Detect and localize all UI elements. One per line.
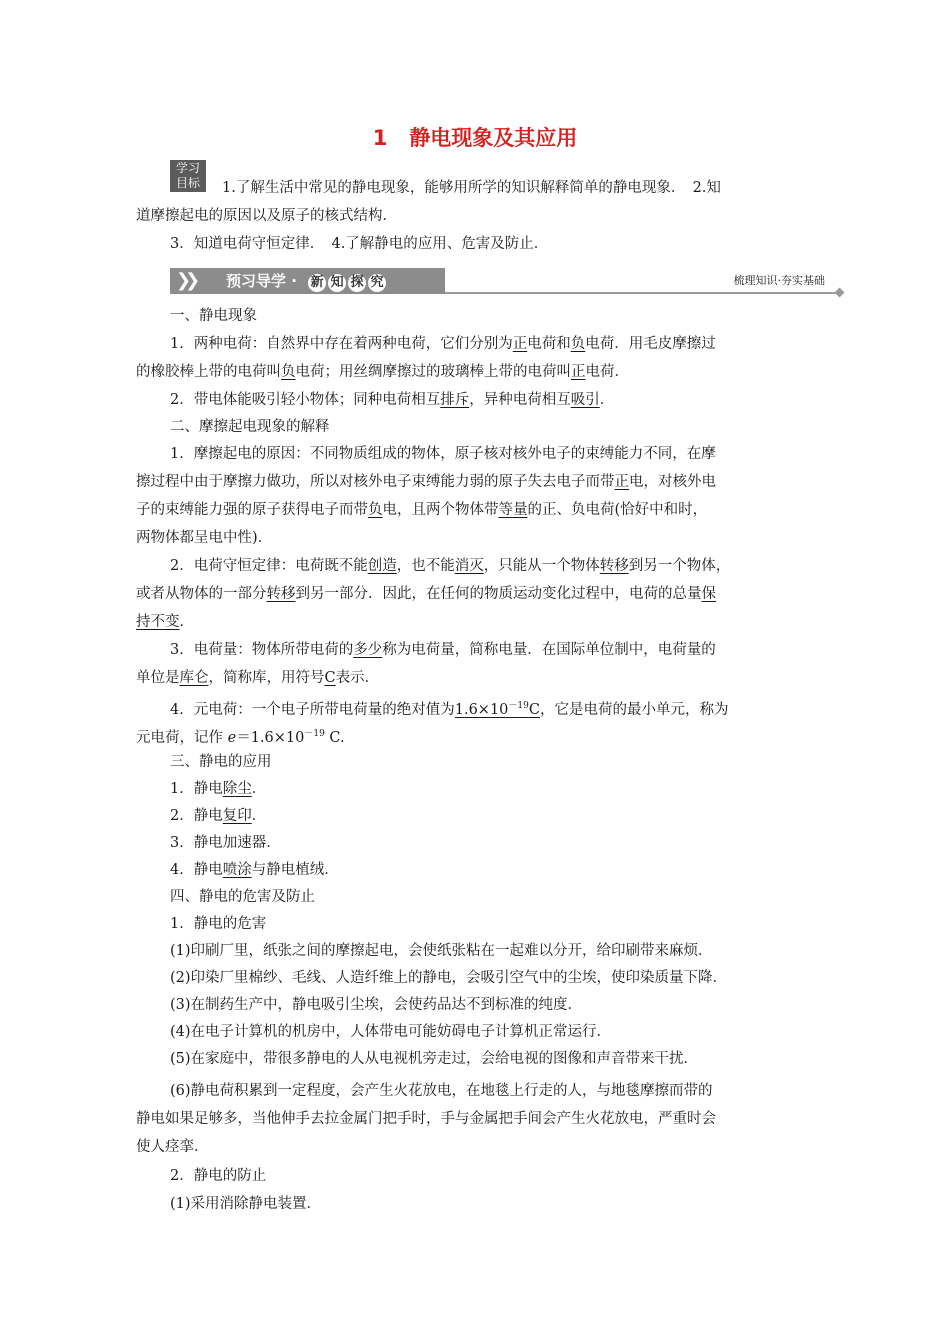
- s1-heading: 一、静电现象: [170, 308, 257, 324]
- banner-diamond-icon: [835, 288, 845, 298]
- banner-char: 知: [328, 274, 346, 292]
- banner-right-caption: 梳理知识·夯实基础: [733, 274, 825, 287]
- double-chevron-icon: ❯❯: [176, 270, 195, 291]
- s4-harm5: (5)在家庭中，带很多静电的人从电视机旁走过，会给电视的图像和声音带来干扰．: [170, 1051, 699, 1067]
- s4-harm1: (1)印刷厂里，纸张之间的摩擦起电，会使纸张粘在一起难以分开，给印刷带来麻烦．: [170, 943, 713, 959]
- s3-item3: 3．静电加速器．: [170, 835, 281, 851]
- s3-heading: 三、静电的应用: [170, 754, 272, 770]
- s2-p2-line2: 或者从物体的一部分转移到另一部分．因此，在任何的物质运动变化过程中，电荷的总量保: [136, 586, 716, 602]
- banner-sub-chars: [308, 268, 388, 294]
- s2-p1-line3: 子的束缚能力强的原子获得电子而带负电，且两个物体带等量的正、负电荷(恰好中和时，: [136, 502, 708, 518]
- learning-goals-badge: [170, 160, 206, 192]
- s2-p3-line1: 3．电荷量：物体所带电荷的多少称为电荷量，简称电量．在国际单位制中，电荷量的: [170, 642, 716, 658]
- banner-char: 究: [368, 274, 386, 292]
- badge-bottom-text: 目标: [175, 176, 200, 190]
- s1-p1-line2: 的橡胶棒上带的电荷叫负电荷；用丝绸摩擦过的玻璃棒上带的电荷叫正电荷．: [136, 364, 629, 380]
- badge-top-text: 学习: [175, 161, 200, 175]
- s4-harm6-line3: 使人痉挛．: [136, 1139, 209, 1155]
- s1-p1-line1: 1．两种电荷：自然界中存在着两种电荷，它们分别为正电荷和负电荷．用毛皮摩擦过: [170, 336, 716, 352]
- banner-main-text: 预习导学: [226, 272, 287, 290]
- banner-char: 探: [348, 274, 366, 292]
- s4-harm4: (4)在电子计算机的机房中，人体带电可能妨碍电子计算机正常运行．: [170, 1024, 612, 1040]
- s3-item1: 1．静电除尘．: [170, 781, 267, 797]
- banner-rule: [445, 292, 840, 294]
- s2-p1-line4: 两物体都呈电中性)．: [136, 530, 273, 546]
- s2-heading: 二、摩擦起电现象的解释: [170, 419, 330, 435]
- s4-sub2: 2．静电的防止: [170, 1168, 267, 1184]
- banner-char: 新: [308, 274, 326, 292]
- banner-title: [226, 268, 388, 294]
- s3-item4: 4．静电喷涂与静电植绒．: [170, 862, 339, 878]
- s2-p3-line2: 单位是库仑，简称库，用符号C表示．: [136, 670, 380, 686]
- section-banner: [170, 268, 845, 296]
- s2-p1-line2: 擦过程中由于摩擦力做功，所以对核外电子束缚能力弱的原子失去电子而带正电，对核外电: [136, 474, 716, 490]
- banner-dot-text: ·: [291, 272, 297, 290]
- section-number: 1: [372, 126, 388, 150]
- s4-harm6-line1: (6)静电荷积累到一定程度，会产生火花放电，在地毯上行走的人，与地毯摩擦而带的: [170, 1083, 713, 1099]
- s2-p4-line1: 4．元电荷：一个电子所带电荷量的绝对值为$1.6\times 10^{-19}C$，它是电荷的最小单元，称为: [170, 701, 729, 718]
- s2-p2-line3: 持不变．: [136, 614, 194, 630]
- goals-line-2: 道摩擦起电的原因以及原子的核式结构．: [136, 208, 397, 224]
- s4-harm3: (3)在制药生产中，静电吸引尘埃，会使药品达不到标准的纯度．: [170, 997, 583, 1013]
- s1-p2: 2．带电体能吸引轻小物体；同种电荷相互排斥，异种电荷相互吸引．: [170, 392, 615, 408]
- s4-sub1: 1．静电的危害: [170, 916, 267, 932]
- s2-p1-line1: 1．摩擦起电的原因：不同物质组成的物体，原子核对核外电子的束缚能力不同，在摩: [170, 446, 716, 462]
- s4-heading: 四、静电的危害及防止: [170, 889, 315, 905]
- goals-line-3: 3．知道电荷守恒定律． 4.了解静电的应用、危害及防止．: [170, 236, 549, 252]
- s2-p4-line2: 元电荷，记作 $e=1.6\times 10^{-19}$ C.: [136, 729, 345, 746]
- goals-line-1: 1.了解生活中常见的静电现象，能够用所学的知识解释简单的静电现象． 2.知: [222, 180, 721, 196]
- s4-prevent1: (1)采用消除静电装置．: [170, 1196, 322, 1212]
- s4-harm2: (2)印染厂里棉纱、毛线、人造纤维上的静电，会吸引空气中的尘埃，使印染质量下降．: [170, 970, 728, 986]
- title-text: 静电现象及其应用: [409, 126, 578, 150]
- page-title: [0, 122, 950, 152]
- s4-harm6-line2: 静电如果足够多，当他伸手去拉金属门把手时，手与金属把手间会产生火花放电，严重时会: [136, 1111, 716, 1127]
- s2-p2-line1: 2．电荷守恒定律：电荷既不能创造，也不能消灭，只能从一个物体转移到另一个物体，: [170, 558, 731, 574]
- banner-box: [170, 268, 445, 294]
- s3-item2: 2．静电复印．: [170, 808, 267, 824]
